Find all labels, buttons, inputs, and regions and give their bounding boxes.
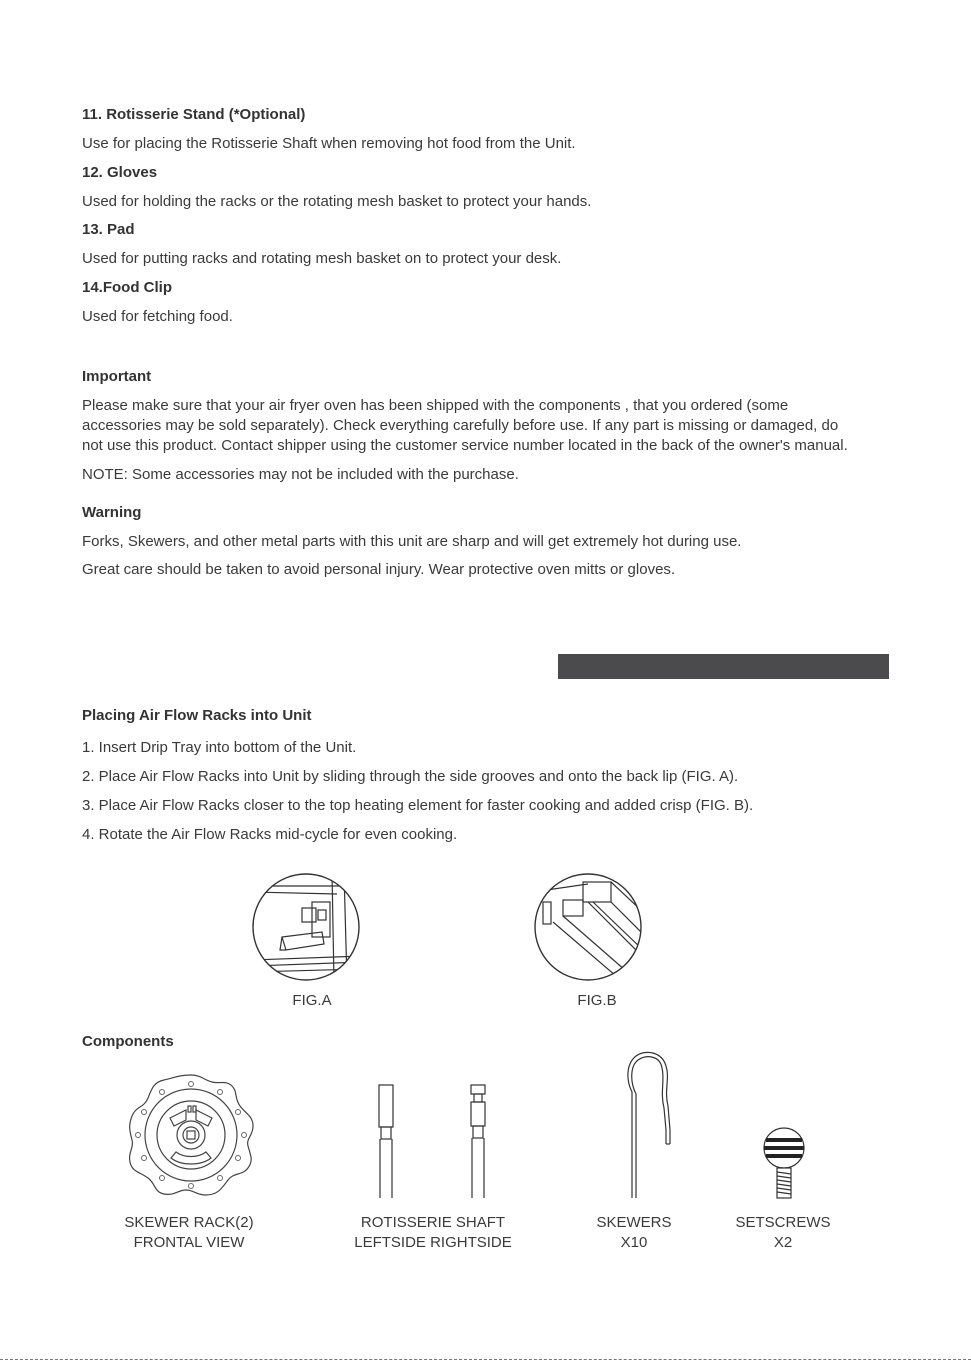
skewers-caption-1: SKEWERS: [596, 1214, 672, 1231]
warning-heading: Warning: [82, 504, 142, 521]
page-bottom-dashed-line: [0, 1359, 971, 1360]
setscrew-illustration: [760, 1126, 808, 1200]
fig-a-illustration: [252, 872, 362, 982]
skewer-rack-caption-2: FRONTAL VIEW: [133, 1234, 245, 1251]
important-line-2: accessories may be sold separately). Check everything carefully before use. If any part is missing or damaged, do: [82, 417, 839, 434]
components-heading: Components: [82, 1033, 174, 1050]
shaft-caption-2: LEFTSIDE RIGHTSIDE: [354, 1234, 512, 1251]
skewer-rack-illustration: [126, 1072, 256, 1198]
placing-heading: Placing Air Flow Racks into Unit: [82, 707, 312, 724]
item-11-heading: 11. Rotisserie Stand (*Optional): [82, 106, 306, 123]
setscrews-caption-2: X2: [773, 1234, 793, 1251]
warning-line-2: Great care should be taken to avoid personal injury. Wear protective oven mitts or gloves.: [82, 561, 676, 578]
fig-a-caption: FIG.A: [292, 992, 332, 1009]
important-line-3: not use this product. Contact shipper using the customer service number located in the back of the owner's manual.: [82, 437, 848, 454]
placing-step-4: 4. Rotate the Air Flow Racks mid-cycle for even cooking.: [82, 826, 458, 843]
item-13-text: Used for putting racks and rotating mesh basket on to protect your desk.: [82, 250, 562, 267]
fig-b-caption: FIG.B: [577, 992, 617, 1009]
important-heading: Important: [82, 368, 152, 385]
warning-line-1: Forks, Skewers, and other metal parts with this unit are sharp and will get extremely hot during use.: [82, 533, 742, 550]
skewers-illustration: [622, 1050, 678, 1200]
item-14-text: Used for fetching food.: [82, 308, 233, 325]
item-14-heading: 14.Food Clip: [82, 279, 172, 296]
item-11-text: Use for placing the Rotisserie Shaft when removing hot food from the Unit.: [82, 135, 576, 152]
item-12-text: Used for holding the racks or the rotating mesh basket to protect your hands.: [82, 193, 592, 210]
skewers-caption-2: X10: [620, 1234, 648, 1251]
item-12-heading: 12. Gloves: [82, 164, 158, 181]
important-note: NOTE: Some accessories may not be included with the purchase.: [82, 466, 519, 483]
skewer-rack-caption-1: SKEWER RACK(2): [124, 1214, 254, 1231]
shaft-caption-1: ROTISSERIE SHAFT: [360, 1214, 506, 1231]
rotisserie-shaft-illustration: [370, 1082, 490, 1200]
placing-step-2: 2. Place Air Flow Racks into Unit by sliding through the side grooves and onto the back lip (FIG. A).: [82, 768, 739, 785]
section-header-bar: [558, 654, 889, 679]
fig-b-illustration: [533, 872, 643, 982]
placing-step-1: 1. Insert Drip Tray into bottom of the Unit.: [82, 739, 357, 756]
setscrews-caption-1: SETSCREWS: [735, 1214, 831, 1231]
important-line-1: Please make sure that your air fryer oven has been shipped with the components , that you ordered (some: [82, 397, 789, 414]
placing-step-3: 3. Place Air Flow Racks closer to the top heating element for faster cooking and added crisp (FIG. B).: [82, 797, 754, 814]
item-13-heading: 13. Pad: [82, 221, 135, 238]
